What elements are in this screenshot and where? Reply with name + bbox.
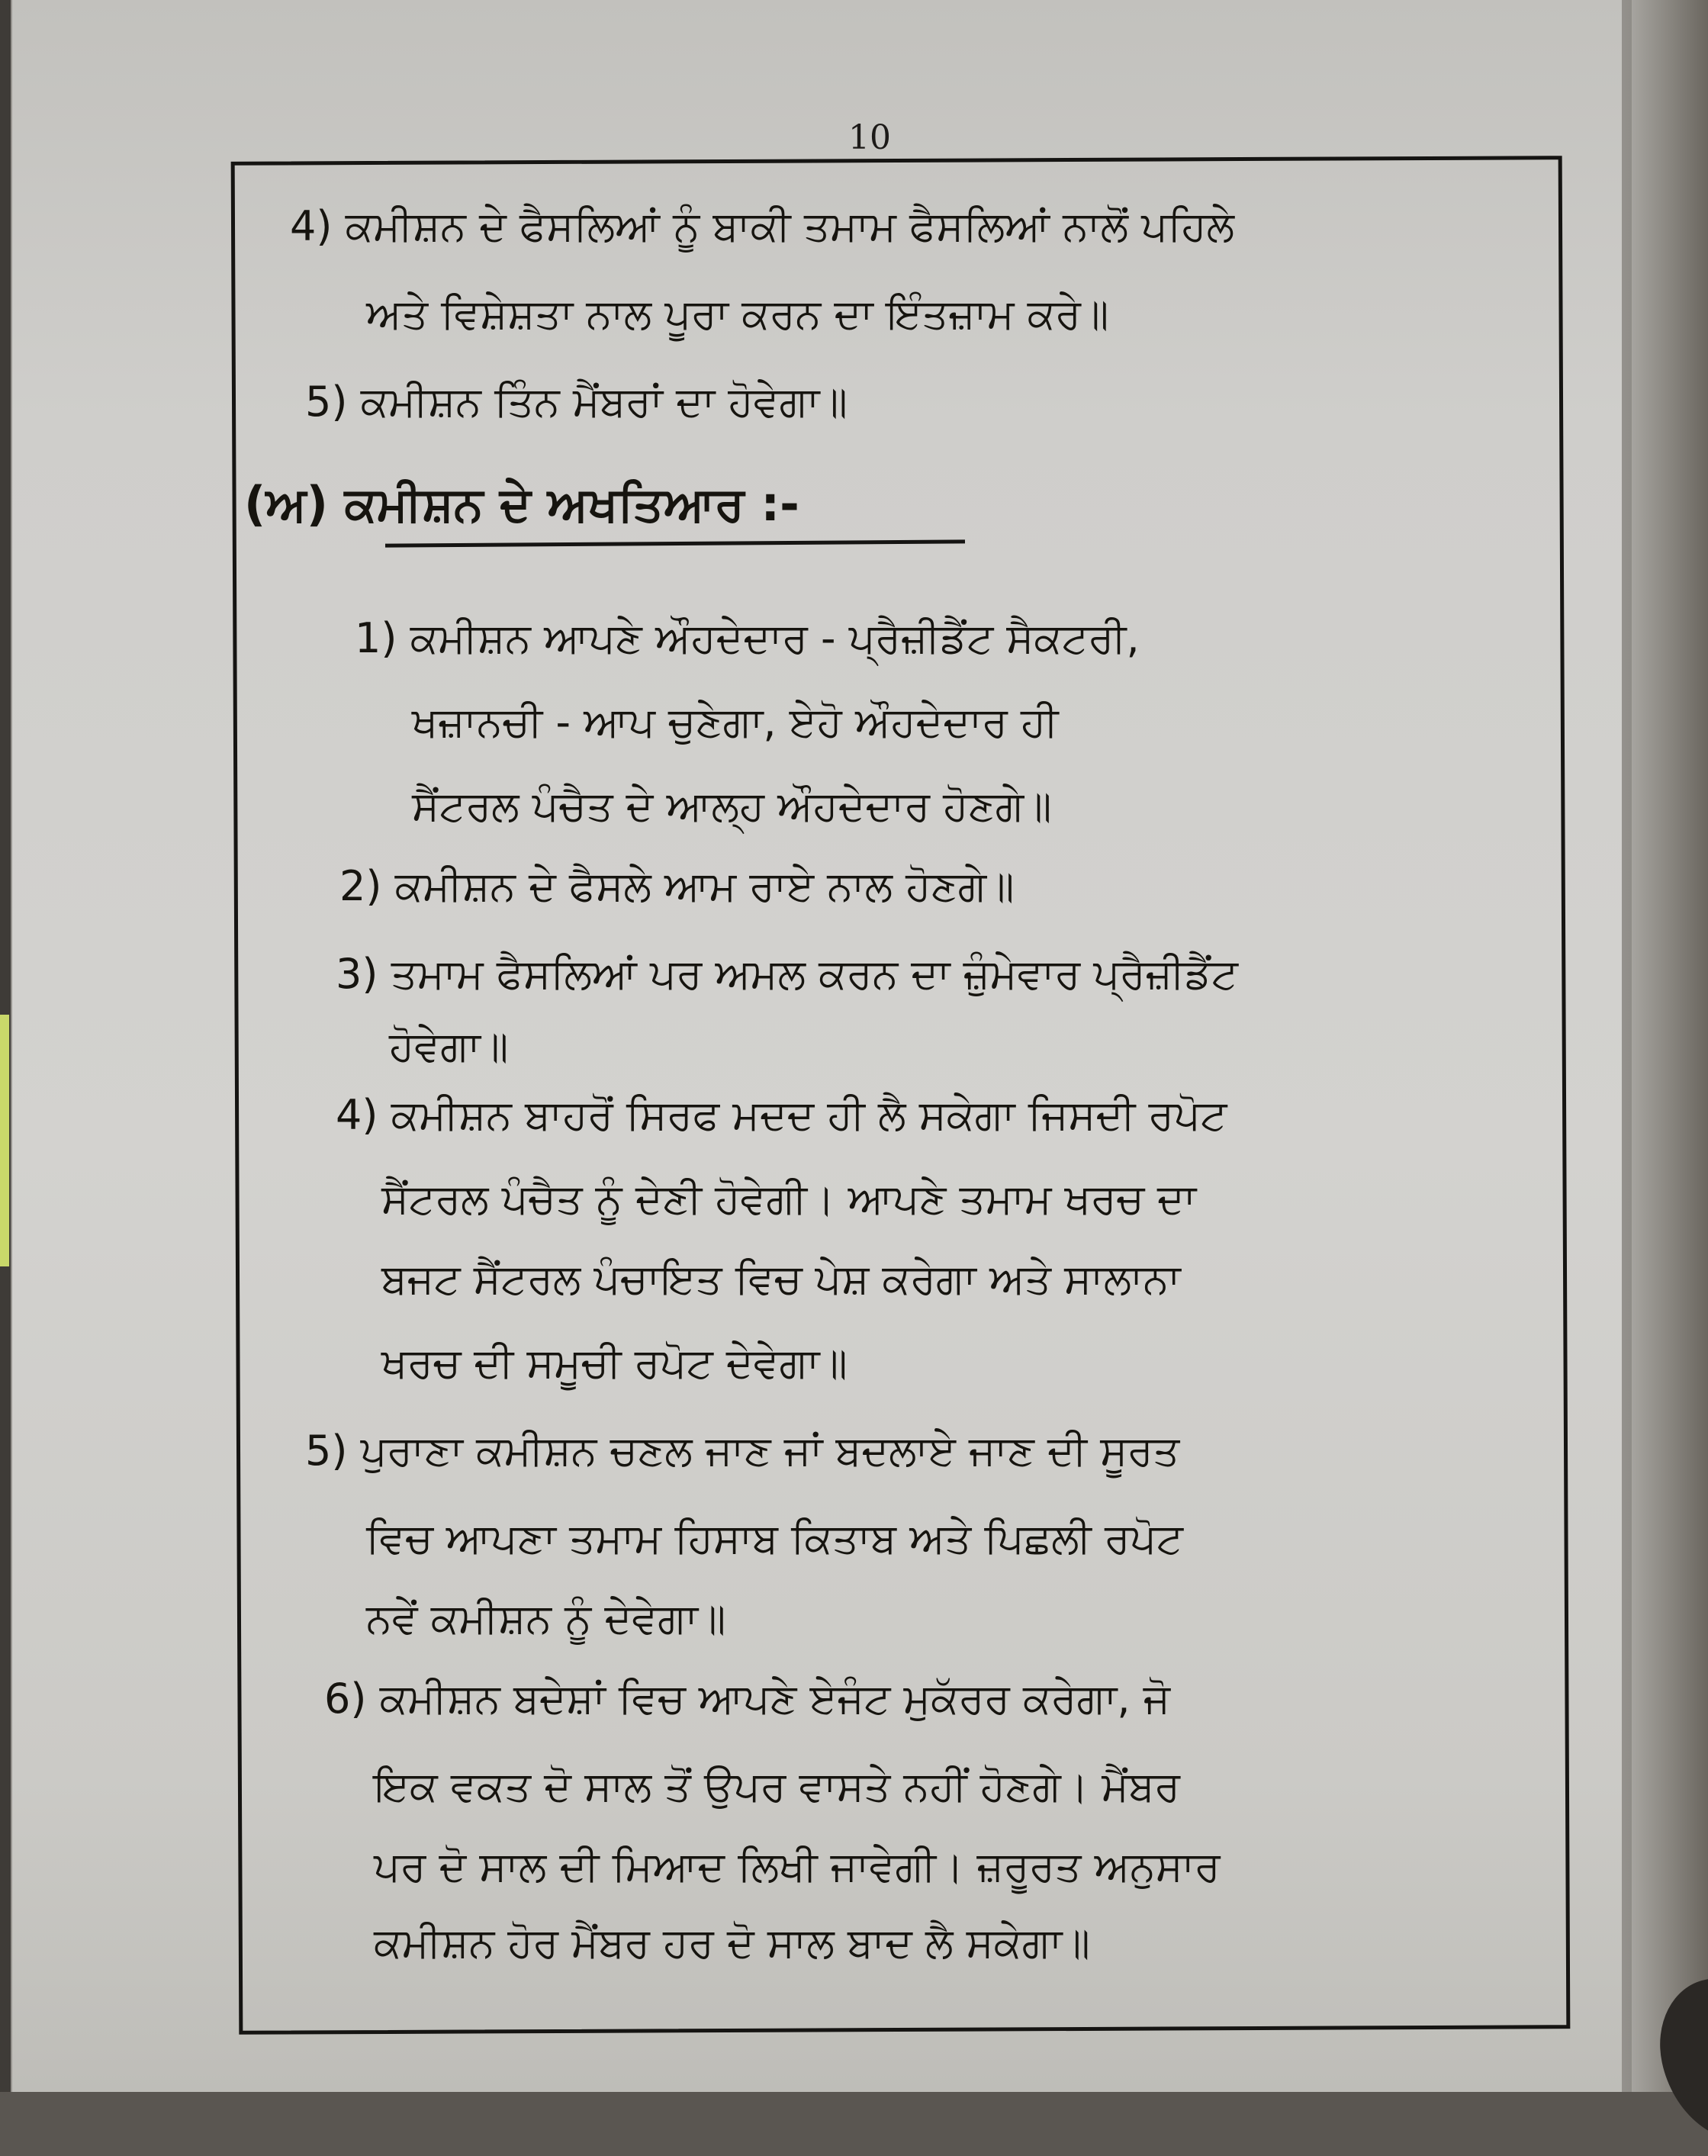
section-heading: (ਅ) ਕਮੀਸ਼ਨ ਦੇ ਅਖਤਿਆਰ :- <box>244 476 799 532</box>
text-line: ਕਮੀਸ਼ਨ ਹੋਰ ਮੈਂਬਰ ਹਰ ਦੋ ਸਾਲ ਬਾਦ ਲੈ ਸਕੇਗਾ॥ <box>374 1919 1090 1967</box>
text-line: ਵਿਚ ਆਪਣਾ ਤਮਾਮ ਹਿਸਾਬ ਕਿਤਾਬ ਅਤੇ ਪਿਛਲੀ ਰਪੋਟ <box>366 1514 1183 1562</box>
page-number: 10 <box>848 118 891 157</box>
text-line: 1) ਕਮੀਸ਼ਨ ਆਪਣੇ ਔਹਦੇਦਾਰ - ਪ੍ਰੈਜ਼ੀਡੈਂਟ ਸੈਕਟਰੀ, <box>355 614 1140 662</box>
text-line: ਇਕ ਵਕਤ ਦੋ ਸਾਲ ਤੋਂ ਉਪਰ ਵਾਸਤੇ ਨਹੀਂ ਹੋਣਗੇ। ਮੈਂਬਰ <box>374 1762 1180 1810</box>
text-line: ਸੈਂਟਰਲ ਪੰਚੈਤ ਦੇ ਆਲ੍ਹ ਔਹਦੇਦਾਰ ਹੋਣਗੇ॥ <box>412 782 1052 830</box>
text-line: ਪਰ ਦੋ ਸਾਲ ਦੀ ਮਿਆਦ ਲਿਖੀ ਜਾਵੇਗੀ। ਜ਼ਰੂਰਤ ਅਨੁਸਾਰ <box>374 1842 1221 1891</box>
text-line: ਖਜ਼ਾਨਚੀ - ਆਪ ਚੁਣੇਗਾ, ਏਹੋ ਔਹਦੇਦਾਰ ਹੀ <box>412 698 1059 746</box>
text-line: ਅਤੇ ਵਿਸ਼ੇਸ਼ਤਾ ਨਾਲ ਪੂਰਾ ਕਰਨ ਦਾ ਇੰਤਜ਼ਾਮ ਕਰੇ॥ <box>366 290 1109 338</box>
text-line: ਬਜਟ ਸੈਂਟਰਲ ਪੰਚਾਇਤ ਵਿਚ ਪੇਸ਼ ਕਰੇਗਾ ਅਤੇ ਸਾਲਾਨਾ <box>381 1255 1181 1303</box>
text-line: 6) ਕਮੀਸ਼ਨ ਬਦੇਸ਼ਾਂ ਵਿਚ ਆਪਣੇ ਏਜੰਟ ਮੁਕੱਰਰ ਕਰੇਗਾ, ਜੋ <box>324 1675 1170 1723</box>
text-line: ਨਵੇਂ ਕਮੀਸ਼ਨ ਨੂੰ ਦੇਵੇਗਾ॥ <box>366 1594 726 1643</box>
yellow-page-tab <box>0 1015 9 1266</box>
text-line: 5) ਕਮੀਸ਼ਨ ਤਿੰਨ ਮੈਂਬਰਾਂ ਦਾ ਹੋਵੇਗਾ॥ <box>305 378 848 426</box>
text-line: 4) ਕਮੀਸ਼ਨ ਦੇ ਫੈਸਲਿਆਂ ਨੂੰ ਬਾਕੀ ਤਮਾਮ ਫੈਸਲਿਆਂ ਨਾਲੋਂ ਪਹਿਲੇ <box>290 202 1235 250</box>
text-line: 4) ਕਮੀਸ਼ਨ ਬਾਹਰੋਂ ਸਿਰਫ ਮਦਦ ਹੀ ਲੈ ਸਕੇਗਾ ਜਿਸਦੀ ਰਪੋਟ <box>336 1091 1227 1139</box>
text-line: 5) ਪੁਰਾਣਾ ਕਮੀਸ਼ਨ ਚਣਲ ਜਾਣ ਜਾਂ ਬਦਲਾਏ ਜਾਣ ਦੀ ਸੂਰਤ <box>305 1427 1180 1475</box>
book-right-gutter <box>1632 0 1708 2092</box>
text-line: 3) ਤਮਾਮ ਫੈਸਲਿਆਂ ਪਰ ਅਮਲ ਕਰਨ ਦਾ ਜ਼ੁੰਮੇਵਾਰ ਪ੍ਰੈਜ਼ੀਡੈਂਟ <box>336 950 1238 998</box>
text-line: 2) ਕਮੀਸ਼ਨ ਦੇ ਫੈਸਲੇ ਆਮ ਰਾਏ ਨਾਲ ਹੋਣਗੇ॥ <box>339 862 1015 910</box>
text-line: ਖਰਚ ਦੀ ਸਮੂਚੀ ਰਪੋਟ ਦੇਵੇਗਾ॥ <box>381 1339 848 1387</box>
text-line: ਹੋਵੇਗਾ॥ <box>389 1022 509 1070</box>
text-line: ਸੈਂਟਰਲ ਪੰਚੈਤ ਨੂੰ ਦੇਣੀ ਹੋਵੇਗੀ। ਆਪਣੇ ਤਮਾਮ ਖਰਚ ਦਾ <box>381 1175 1197 1223</box>
